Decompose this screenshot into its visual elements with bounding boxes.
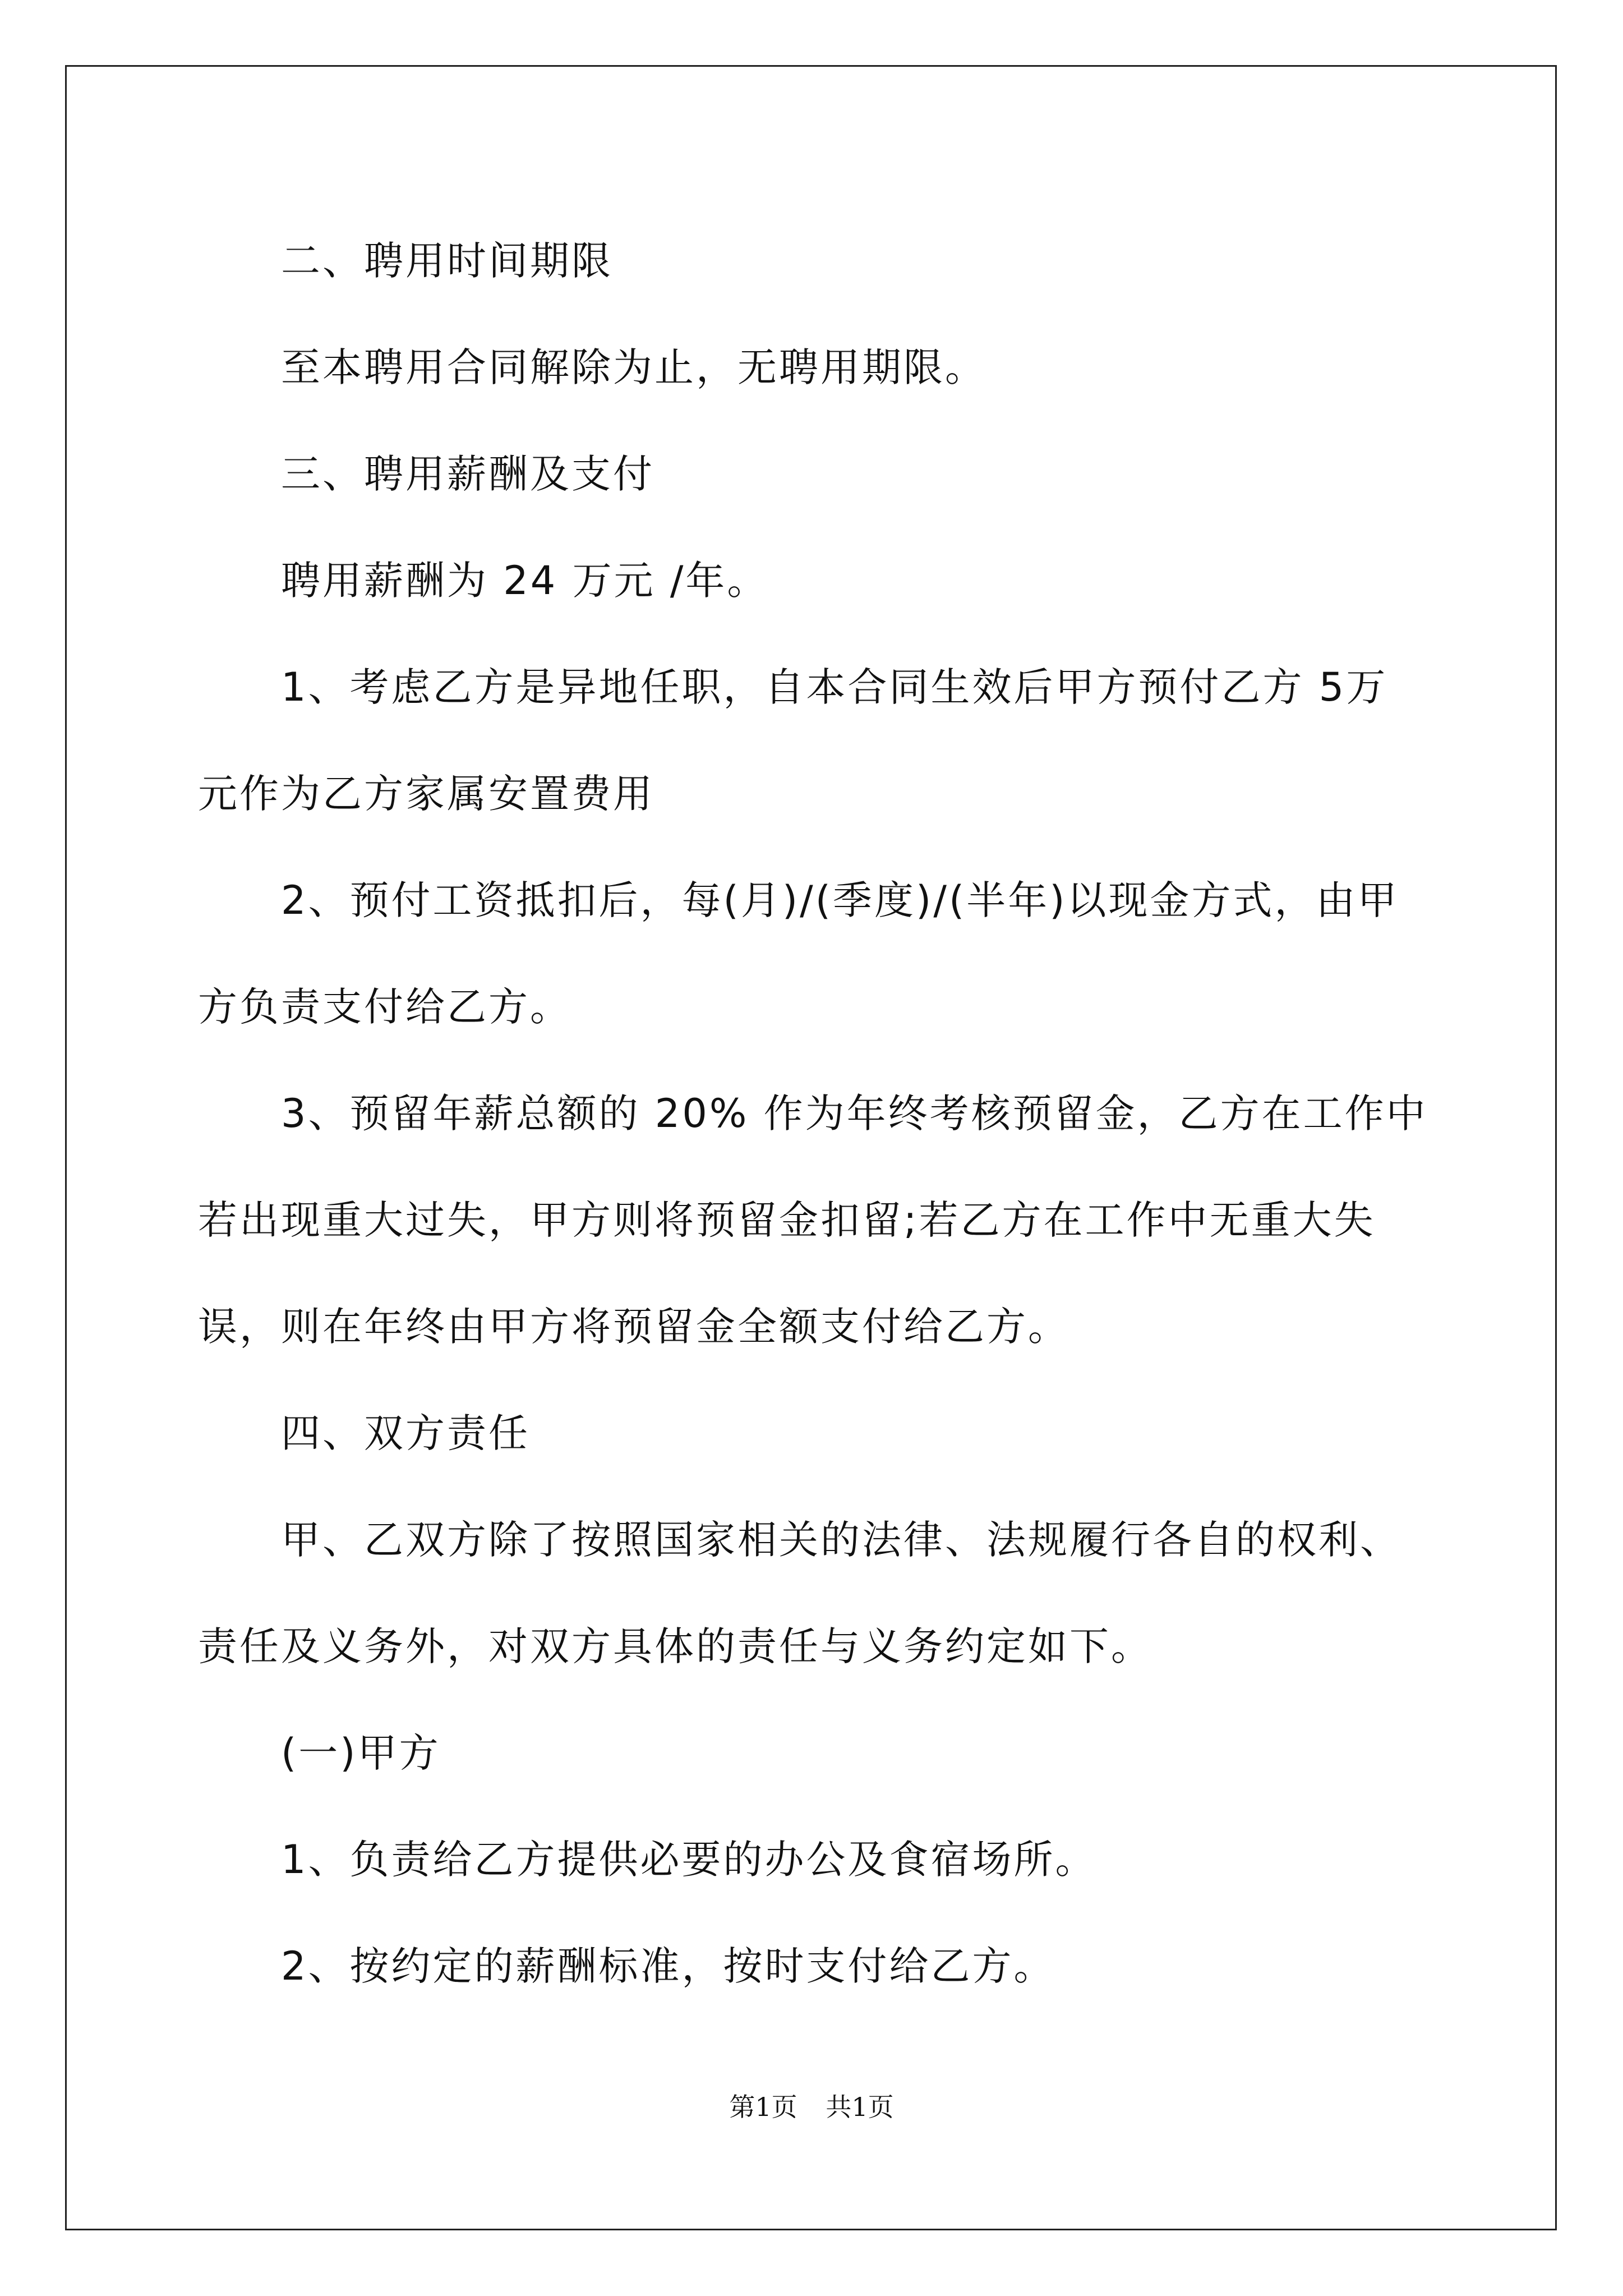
paragraph-party-a-item-2: 2、按约定的薪酬标准，按时支付给乙方。 [281,1943,1055,1989]
page-footer [0,2087,1623,2124]
section-heading-salary: 三、聘用薪酬及支付 [281,451,654,497]
page-number: 第1页 [729,2092,797,2122]
paragraph-term: 至本聘用合同解除为止，无聘用期限。 [281,344,986,390]
document-body [198,208,1429,2019]
paragraph-salary-item-1: 1、考虑乙方是异地任职，自本合同生效后甲方预付乙方 5万元作为乙方家属安置费用 [198,664,1388,817]
page-total: 共1页 [826,2092,894,2122]
paragraph-salary-amount: 聘用薪酬为 24 万元 /年。 [281,558,769,604]
paragraph-salary-item-3: 3、预留年薪总额的 20% 作为年终考核预留金，乙方在工作中若出现重大过失，甲方则将预留金扣留;若乙方在工作中无重大失误，则在年终由甲方将预留金全额支付给乙方。 [198,1091,1428,1350]
paragraph-party-a-item-1: 1、负责给乙方提供必要的办公及食宿场所。 [281,1837,1097,1883]
section-heading-responsibilities: 四、双方责任 [281,1410,530,1456]
paragraph-salary-item-2: 2、预付工资抵扣后，每(月)/(季度)/(半年)以现金方式，由甲方负责支付给乙方。 [198,877,1399,1030]
paragraph-responsibilities-intro: 甲、乙双方除了按照国家相关的法律、法规履行各自的权利、责任及义务外，对双方具体的责任与义务约定如下。 [198,1517,1401,1669]
section-heading-term: 二、聘用时间期限 [281,238,613,284]
subsection-heading-party-a: (一)甲方 [281,1730,441,1776]
